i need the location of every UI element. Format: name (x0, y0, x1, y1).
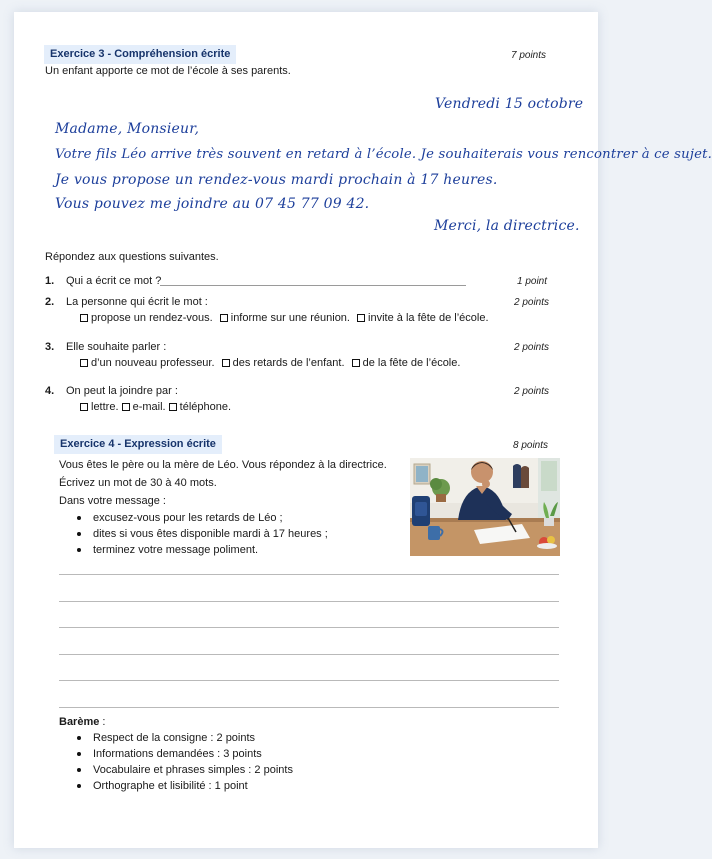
question-4-text: On peut la joindre par : (66, 385, 178, 397)
letter-greeting: Madame, Monsieur, (55, 121, 200, 137)
list-item: Informations demandées : 3 points (59, 746, 293, 762)
checkbox-option[interactable]: des retards de l’enfant. (222, 357, 345, 369)
exercise-4-points: 8 points (513, 440, 549, 451)
letter-signature: Merci, la directrice. (434, 218, 580, 234)
question-2-number: 2. (45, 296, 55, 308)
checkbox-icon[interactable] (122, 403, 130, 411)
letter-date: Vendredi 15 octobre (435, 96, 584, 112)
exercise-4-bullets (59, 510, 328, 558)
worksheet-page (14, 12, 712, 848)
question-2-text: La personne qui écrit le mot : (66, 296, 208, 308)
checkbox-icon[interactable] (357, 314, 365, 322)
exercise-3-points: 7 points (511, 50, 547, 61)
checkbox-icon[interactable] (169, 403, 177, 411)
checkbox-icon[interactable] (352, 359, 360, 367)
list-item: Orthographe et lisibilité : 1 point (59, 778, 293, 794)
checkbox-option[interactable]: lettre. (80, 401, 119, 413)
question-3-options (80, 357, 464, 369)
question-3-text: Elle souhaite parler : (66, 341, 167, 353)
checkbox-icon[interactable] (80, 359, 88, 367)
writing-line[interactable] (59, 601, 559, 602)
writing-line[interactable] (59, 654, 559, 655)
bareme-list (59, 730, 293, 794)
parent-writing-photo (410, 458, 560, 556)
questions-instructions: Répondez aux questions suivantes. (45, 251, 219, 263)
checkbox-icon[interactable] (222, 359, 230, 367)
list-item: Respect de la consigne : 2 points (59, 730, 293, 746)
question-3-points: 2 points (514, 342, 550, 353)
checkbox-option[interactable]: de la fête de l’école. (352, 357, 461, 369)
exercise-4-title: Exercice 4 - Expression écrite (54, 435, 222, 454)
question-3-number: 3. (45, 341, 55, 353)
checkbox-option[interactable]: d’un nouveau professeur. (80, 357, 215, 369)
question-1-points: 1 point (517, 276, 548, 287)
question-1-answer-line[interactable] (160, 285, 466, 286)
exercise-4-line-3: Dans votre message : (59, 495, 166, 507)
bareme-heading: Barème : (59, 716, 106, 728)
photo-illustration (410, 458, 560, 556)
question-4-number: 4. (45, 385, 55, 397)
checkbox-icon[interactable] (80, 314, 88, 322)
list-item: Vocabulaire et phrases simples : 2 points (59, 762, 293, 778)
checkbox-icon[interactable] (220, 314, 228, 322)
question-4-points: 2 points (514, 386, 550, 397)
exercise-3-intro: Un enfant apporte ce mot de l’école à ses parents. (45, 65, 291, 77)
letter-line-3: Vous pouvez me joindre au 07 45 77 09 42. (55, 196, 370, 212)
question-4-options (80, 401, 231, 413)
question-1-text: Qui a écrit ce mot ? (66, 275, 162, 287)
question-1-number: 1. (45, 275, 55, 287)
checkbox-icon[interactable] (80, 403, 88, 411)
exercise-4-line-2: Écrivez un mot de 30 à 40 mots. (59, 477, 217, 489)
checkbox-option[interactable]: téléphone. (169, 401, 231, 413)
exercise-4-line-1: Vous êtes le père ou la mère de Léo. Vous répondez à la directrice. (59, 459, 387, 471)
letter-line-2: Je vous propose un rendez-vous mardi prochain à 17 heures. (55, 172, 498, 188)
writing-line[interactable] (59, 707, 559, 708)
writing-line[interactable] (59, 627, 559, 628)
question-2-points: 2 points (514, 297, 550, 308)
letter-line-1: Votre fils Léo arrive très souvent en retard à l’école. Je souhaiterais vous rencontrer à ce sujet. (55, 147, 712, 162)
checkbox-option[interactable]: informe sur une réunion. (220, 312, 350, 324)
checkbox-option[interactable]: propose un rendez-vous. (80, 312, 213, 324)
writing-line[interactable] (59, 574, 559, 575)
exercise-3-title: Exercice 3 - Compréhension écrite (44, 45, 236, 64)
checkbox-option[interactable]: invite à la fête de l’école. (357, 312, 488, 324)
list-item: terminez votre message poliment. (59, 542, 328, 558)
writing-line[interactable] (59, 680, 559, 681)
checkbox-option[interactable]: e-mail. (122, 401, 166, 413)
list-item: dites si vous êtes disponible mardi à 17 heures ; (59, 526, 328, 542)
question-2-options (80, 312, 493, 324)
list-item: excusez-vous pour les retards de Léo ; (59, 510, 328, 526)
